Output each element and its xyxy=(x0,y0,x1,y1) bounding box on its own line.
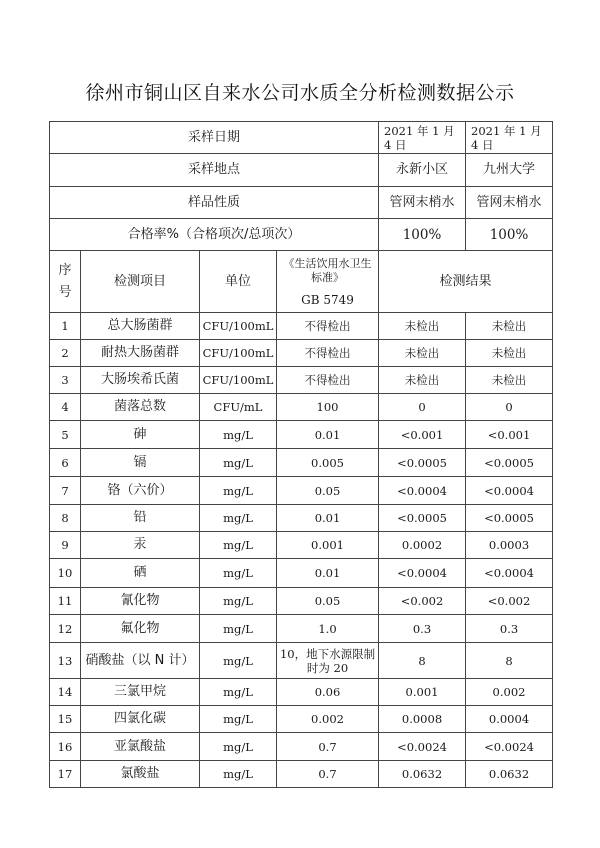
standard-limit: 0.06 xyxy=(277,679,379,706)
row-number: 3 xyxy=(50,367,81,394)
item-name: 氰化物 xyxy=(81,588,200,615)
row-number: 2 xyxy=(50,340,81,367)
unit: mg/L xyxy=(200,505,277,532)
result-site-1: 8 xyxy=(379,643,466,679)
standard-code: GB 5749 xyxy=(301,292,354,307)
result-site-1: 0.001 xyxy=(379,679,466,706)
sample-nature-row xyxy=(50,187,553,219)
table-row xyxy=(50,313,553,340)
standard-limit: 0.001 xyxy=(277,532,379,559)
unit: CFU/100mL xyxy=(200,367,277,394)
table-row xyxy=(50,615,553,643)
row-number: 13 xyxy=(50,643,81,679)
unit: CFU/mL xyxy=(200,394,277,421)
item-name: 硒 xyxy=(81,559,200,588)
item-name: 三氯甲烷 xyxy=(81,679,200,706)
item-name: 硝酸盐（以 N 计） xyxy=(81,643,200,679)
unit: mg/L xyxy=(200,421,277,449)
result-site-1: <0.0005 xyxy=(379,505,466,532)
unit: mg/L xyxy=(200,733,277,761)
column-header-seq xyxy=(50,251,81,313)
row-number: 12 xyxy=(50,615,81,643)
item-name: 氟化物 xyxy=(81,615,200,643)
row-number: 16 xyxy=(50,733,81,761)
result-site-2: <0.0005 xyxy=(466,505,553,532)
standard-limit: 100 xyxy=(277,394,379,421)
item-name: 氯酸盐 xyxy=(81,761,200,788)
column-header-result: 检测结果 xyxy=(379,251,553,313)
sampling-date-label: 采样日期 xyxy=(50,122,379,154)
unit: mg/L xyxy=(200,588,277,615)
pass-rate-row xyxy=(50,219,553,251)
standard-limit: 0.05 xyxy=(277,477,379,505)
column-header-standard xyxy=(277,251,379,313)
result-site-2: 未检出 xyxy=(466,313,553,340)
standard-limit: 不得检出 xyxy=(277,367,379,394)
row-number: 9 xyxy=(50,532,81,559)
sampling-date-row xyxy=(50,122,553,154)
result-site-1: 未检出 xyxy=(379,313,466,340)
result-site-1: 0.0002 xyxy=(379,532,466,559)
sampling-site-row xyxy=(50,154,553,187)
item-name: 亚氯酸盐 xyxy=(81,733,200,761)
result-site-2: 0.3 xyxy=(466,615,553,643)
item-name: 汞 xyxy=(81,532,200,559)
row-number: 4 xyxy=(50,394,81,421)
column-header-unit: 单位 xyxy=(200,251,277,313)
unit: mg/L xyxy=(200,643,277,679)
item-name: 菌落总数 xyxy=(81,394,200,421)
result-site-2: 0.0632 xyxy=(466,761,553,788)
table-row xyxy=(50,449,553,477)
item-name: 铅 xyxy=(81,505,200,532)
sample-nature-label: 样品性质 xyxy=(50,187,379,219)
result-site-1: 0.0008 xyxy=(379,706,466,733)
row-number: 15 xyxy=(50,706,81,733)
result-site-1: <0.001 xyxy=(379,421,466,449)
row-number: 11 xyxy=(50,588,81,615)
standard-limit: 不得检出 xyxy=(277,340,379,367)
unit: mg/L xyxy=(200,761,277,788)
row-number: 5 xyxy=(50,421,81,449)
result-site-1: 未检出 xyxy=(379,340,466,367)
table-row xyxy=(50,643,553,679)
table-row xyxy=(50,761,553,788)
result-site-2: 0.002 xyxy=(466,679,553,706)
row-number: 7 xyxy=(50,477,81,505)
unit: mg/L xyxy=(200,706,277,733)
result-site-1: 0 xyxy=(379,394,466,421)
standard-limit: 10，地下水源限制时为 20 xyxy=(277,643,379,679)
water-quality-table xyxy=(49,121,553,788)
table-row xyxy=(50,394,553,421)
result-site-1: <0.002 xyxy=(379,588,466,615)
item-name: 耐热大肠菌群 xyxy=(81,340,200,367)
standard-limit: 0.7 xyxy=(277,761,379,788)
table-row xyxy=(50,706,553,733)
column-header-seq-text: 序 号 xyxy=(58,262,72,300)
item-name: 砷 xyxy=(81,421,200,449)
result-site-1: <0.0005 xyxy=(379,449,466,477)
item-name: 镉 xyxy=(81,449,200,477)
result-site-2: <0.001 xyxy=(466,421,553,449)
sampling-date-1: 2021 年 1 月 4 日 xyxy=(379,122,466,154)
table-row xyxy=(50,588,553,615)
table-row xyxy=(50,532,553,559)
table-row xyxy=(50,733,553,761)
standard-limit: 0.01 xyxy=(277,421,379,449)
pass-rate-1: 100% xyxy=(379,219,466,251)
standard-limit: 0.01 xyxy=(277,505,379,532)
table-row xyxy=(50,340,553,367)
table-row xyxy=(50,421,553,449)
unit: mg/L xyxy=(200,559,277,588)
result-site-2: 0 xyxy=(466,394,553,421)
item-name: 大肠埃希氏菌 xyxy=(81,367,200,394)
row-number: 6 xyxy=(50,449,81,477)
result-site-1: 0.0632 xyxy=(379,761,466,788)
result-site-1: <0.0004 xyxy=(379,477,466,505)
row-number: 8 xyxy=(50,505,81,532)
result-site-2: 8 xyxy=(466,643,553,679)
standard-limit: 0.002 xyxy=(277,706,379,733)
unit: mg/L xyxy=(200,449,277,477)
result-site-2: <0.002 xyxy=(466,588,553,615)
standard-limit: 0.005 xyxy=(277,449,379,477)
result-site-1: 0.3 xyxy=(379,615,466,643)
sampling-site-label: 采样地点 xyxy=(50,154,379,187)
standard-name: 《生活饮用水卫生标准》 xyxy=(283,256,372,284)
sampling-date-2: 2021 年 1 月 4 日 xyxy=(466,122,553,154)
result-site-2: 未检出 xyxy=(466,340,553,367)
standard-limit: 0.7 xyxy=(277,733,379,761)
pass-rate-2: 100% xyxy=(466,219,553,251)
unit: mg/L xyxy=(200,615,277,643)
standard-limit: 0.05 xyxy=(277,588,379,615)
result-site-2: 0.0004 xyxy=(466,706,553,733)
unit: mg/L xyxy=(200,679,277,706)
column-header-item: 检测项目 xyxy=(81,251,200,313)
row-number: 1 xyxy=(50,313,81,340)
result-site-2: <0.0004 xyxy=(466,559,553,588)
table-row xyxy=(50,679,553,706)
result-site-2: <0.0004 xyxy=(466,477,553,505)
item-name: 四氯化碳 xyxy=(81,706,200,733)
column-header-row xyxy=(50,251,553,313)
row-number: 10 xyxy=(50,559,81,588)
standard-limit: 1.0 xyxy=(277,615,379,643)
result-site-2: 未检出 xyxy=(466,367,553,394)
result-site-1: <0.0004 xyxy=(379,559,466,588)
sampling-site-1: 永新小区 xyxy=(379,154,466,187)
table-row xyxy=(50,559,553,588)
row-number: 17 xyxy=(50,761,81,788)
item-name: 铬（六价） xyxy=(81,477,200,505)
pass-rate-label: 合格率%（合格项次/总项次） xyxy=(50,219,379,251)
item-name: 总大肠菌群 xyxy=(81,313,200,340)
sample-nature-1: 管网末梢水 xyxy=(379,187,466,219)
page-title: 徐州市铜山区自来水公司水质全分析检测数据公示 xyxy=(85,82,515,104)
table-row xyxy=(50,477,553,505)
standard-limit: 0.01 xyxy=(277,559,379,588)
unit: CFU/100mL xyxy=(200,313,277,340)
result-site-1: 未检出 xyxy=(379,367,466,394)
table-row xyxy=(50,505,553,532)
unit: mg/L xyxy=(200,477,277,505)
unit: mg/L xyxy=(200,532,277,559)
standard-limit: 不得检出 xyxy=(277,313,379,340)
result-site-2: <0.0024 xyxy=(466,733,553,761)
sampling-site-2: 九州大学 xyxy=(466,154,553,187)
sample-nature-2: 管网末梢水 xyxy=(466,187,553,219)
result-site-2: 0.0003 xyxy=(466,532,553,559)
unit: CFU/100mL xyxy=(200,340,277,367)
result-site-2: <0.0005 xyxy=(466,449,553,477)
row-number: 14 xyxy=(50,679,81,706)
table-row xyxy=(50,367,553,394)
result-site-1: <0.0024 xyxy=(379,733,466,761)
